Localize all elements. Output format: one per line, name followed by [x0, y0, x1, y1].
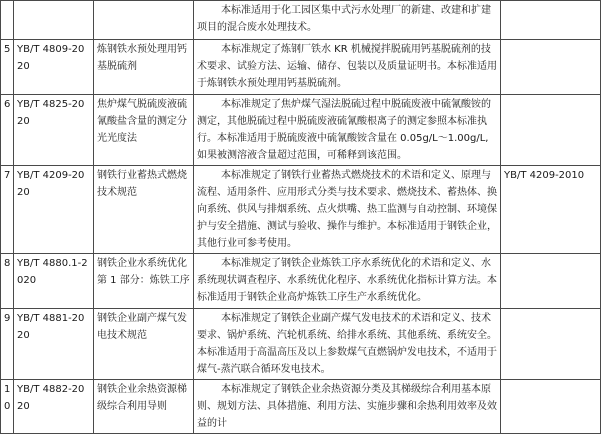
standard-code: YB/T 4882-2020 [14, 380, 94, 434]
table-row [1, 380, 601, 434]
standard-code: YB/T 4880.1-2020 [14, 254, 94, 309]
row-number: 6 [1, 95, 14, 166]
table-row [1, 1, 601, 40]
row-number: 10 [1, 380, 14, 434]
standard-scope: 本标准规定了钢铁企业余热资源分类及其梯级综合利用基本原则、规划方法、具体措施、利用方法、实施步骤和余热利用效率及效益的计 [194, 380, 501, 434]
standard-name: 炼钢铁水预处理用钙基脱硫剂 [94, 40, 194, 95]
standard-code: YB/T 4881-2020 [14, 309, 94, 380]
standard-scope: 本标准规定了钢铁企业副产煤气发电技术的术语和定义、技术要求、锅炉系统、汽轮机系统、给排水系统、其他系统、系统安全。本标准适用于高温高压及以上参数煤气直燃锅炉发电技术，不适用于煤气-蒸汽联合循环发电技术。 [194, 309, 501, 380]
row-number: 8 [1, 254, 14, 309]
standard-scope: 本标准规定了钢铁企业炼铁工序水系统优化的术语和定义、水系统现状调查程序、水系统优化程序、水系统优化指标计算方法。本标准适用于钢铁企业高炉炼铁工序生产水系统优化。 [194, 254, 501, 309]
replaced-standard [501, 40, 601, 95]
replaced-standard [501, 95, 601, 166]
standard-code: YB/T 4825-2020 [14, 95, 94, 166]
standard-code: YB/T 4809-2020 [14, 40, 94, 95]
row-number: 5 [1, 40, 14, 95]
standard-name: 钢铁行业蓄热式燃烧技术规范 [94, 166, 194, 254]
table-row [1, 40, 601, 95]
table-row [1, 309, 601, 380]
row-number: 7 [1, 166, 14, 254]
standard-code: YB/T 4209-2020 [14, 166, 94, 254]
row-number [1, 1, 14, 40]
row-number: 9 [1, 309, 14, 380]
table-row [1, 95, 601, 166]
replaced-standard [501, 1, 601, 40]
table-row [1, 166, 601, 254]
standard-scope: 本标准规定了焦炉煤气湿法脱硫过程中脱硫废液中硫氰酸铵的测定，其他脱硫过程中脱硫废液硫氰酸根离子的测定参照本标准执行。本标准适用于脱硫废液中硫氰酸铵含量在 0.05g/L～1.00g/L,如果被测溶液含量超过范围，可稀释到该范围。 [194, 95, 501, 166]
standard-name [94, 1, 194, 40]
standard-scope: 本标准规定了钢铁行业蓄热式燃烧技术的术语和定义、原理与流程、适用条件、应用形式分类与技术要求、燃烧技术、蓄热体、换向系统、供风与排烟系统、点火烘嘴、热工监测与自动控制、环境保护与安全措施、测试与验收、操作与维护。本标准适用于钢铁企业，其他行业可参考使用。 [194, 166, 501, 254]
replaced-standard [501, 254, 601, 309]
standard-scope: 本标准适用于化工园区集中式污水处理厂的新建、改建和扩建项目的混合废水处理技术。 [194, 1, 501, 40]
standard-name: 钢铁企业水系统优化 第 1 部分：炼铁工序 [94, 254, 194, 309]
standard-name: 钢铁企业副产煤气发电技术规范 [94, 309, 194, 380]
standard-scope: 本标准规定了炼钢厂铁水 KR 机械搅拌脱硫用钙基脱硫剂的技术要求、试验方法、运输、储存、包装以及质量证明书。本标准适用于炼钢铁水预处理用钙基脱硫剂。 [194, 40, 501, 95]
standard-code [14, 1, 94, 40]
replaced-standard [501, 380, 601, 434]
standard-name: 钢铁企业余热资源梯级综合利用导则 [94, 380, 194, 434]
replaced-standard: YB/T 4209-2010 [501, 166, 601, 254]
table-row [1, 254, 601, 309]
replaced-standard [501, 309, 601, 380]
standard-name: 焦炉煤气脱硫废液硫氰酸盐含量的测定分光光度法 [94, 95, 194, 166]
